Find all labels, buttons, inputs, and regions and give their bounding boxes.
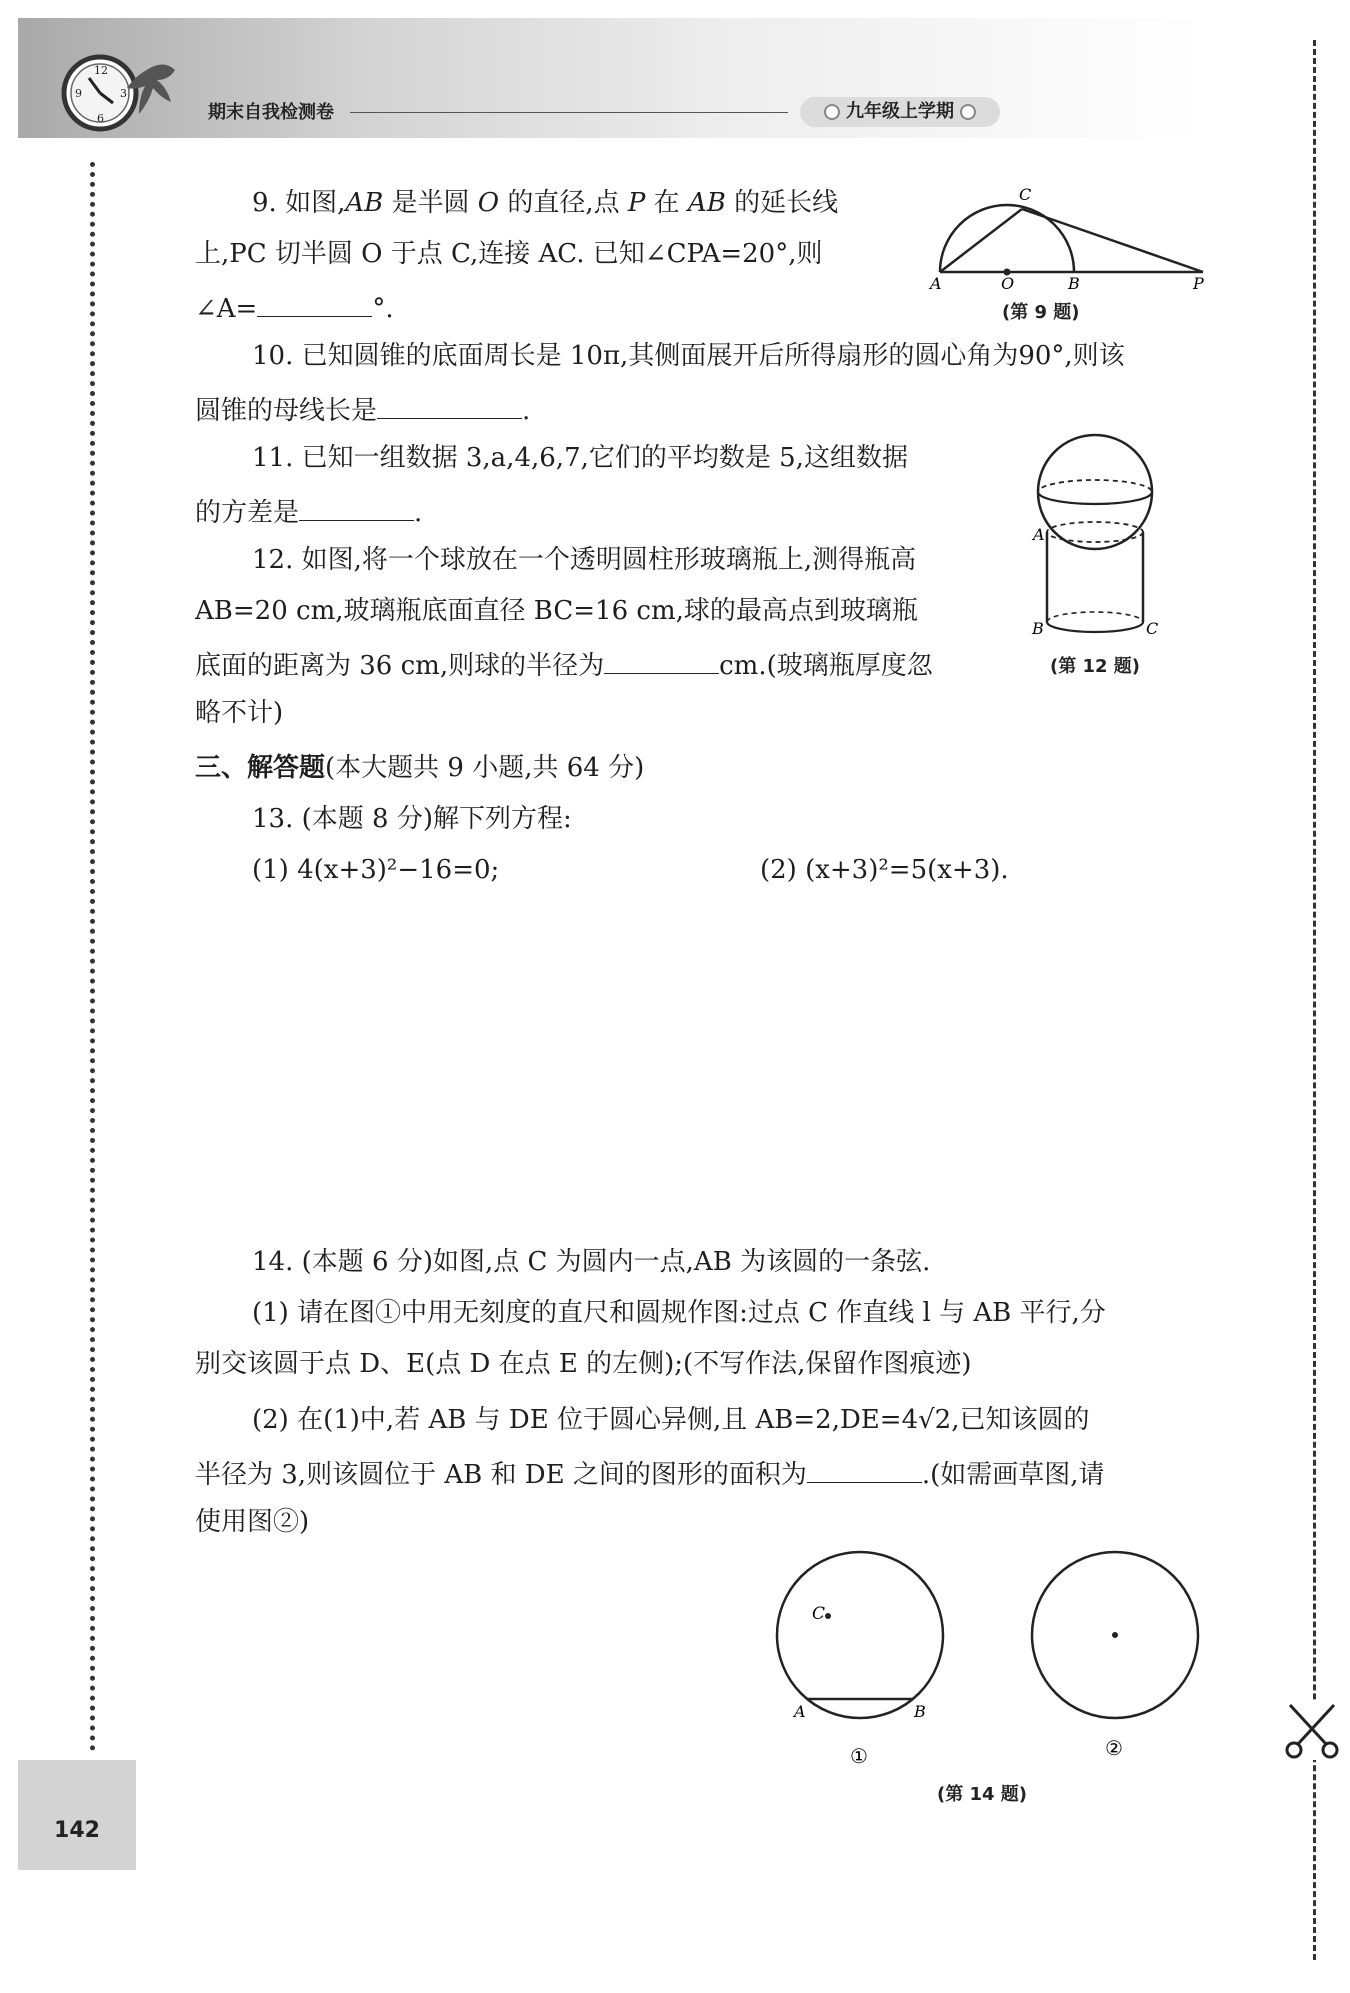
grade-label: 九年级上学期 xyxy=(846,101,954,122)
q14-part1-line1: (1) 请在图①中用无刻度的直尺和圆规作图:过点 C 作直线 l 与 AB 平行,分 xyxy=(252,1298,1106,1328)
q14-stem: 14. (本题 6 分)如图,点 C 为圆内一点,AB 为该圆的一条弦. xyxy=(252,1247,931,1277)
page-number: 142 xyxy=(54,1818,100,1843)
q14-part2-text-b: .(如需画草图,请 xyxy=(921,1460,1105,1490)
q14-label-c: C xyxy=(812,1604,826,1624)
q14-part1-line2: 别交该圆于点 D、E(点 D 在点 E 的左侧);(不写作法,保留作图痕迹) xyxy=(195,1349,972,1379)
q12-text: 底面的距离为 36 cm,则球的半径为 xyxy=(195,651,605,681)
section-3-note: (本大题共 9 小题,共 64 分) xyxy=(325,753,645,783)
q9-text-c: 是半圆 xyxy=(383,188,470,218)
q12-label-c: C xyxy=(1146,619,1159,638)
cut-line xyxy=(1313,40,1316,1960)
section-3-heading xyxy=(195,743,644,794)
q14-label-b: B xyxy=(914,1702,926,1721)
q9-text-i: 的延长线 xyxy=(725,188,839,218)
q12-line3 xyxy=(195,637,933,692)
grade-pill xyxy=(800,97,1000,127)
q14-part2-line3: 使用图②) xyxy=(195,1507,310,1537)
q14-part2-line1: (2) 在(1)中,若 AB 与 DE 位于圆心异侧,且 AB=2,DE=4√2,已知该圆的 xyxy=(252,1405,1090,1435)
q9-text-f: P xyxy=(627,188,646,218)
q9-line2: 上,PC 切半圆 O 于点 C,连接 AC. 已知∠CPA=20°,则 xyxy=(195,239,823,269)
q14-answer-blank[interactable] xyxy=(807,1446,922,1483)
q9-caption: (第 9 题) xyxy=(1002,302,1080,323)
q10-line1: 10. 已知圆锥的底面周长是 10π,其侧面展开后所得扇形的圆心角为90°,则该 xyxy=(252,341,1125,371)
q9-line1 xyxy=(252,178,838,229)
q12-text-b: cm.(玻璃瓶厚度忽 xyxy=(719,651,933,681)
q9-text-d: O xyxy=(477,188,500,218)
q13-stem: 13. (本题 8 分)解下列方程: xyxy=(252,804,572,834)
q11-period: . xyxy=(414,498,423,528)
q9-label-p: P xyxy=(1193,274,1204,292)
svg-text:3: 3 xyxy=(120,87,127,100)
q9-label-c: C xyxy=(1019,185,1032,204)
q12-answer-blank[interactable] xyxy=(604,637,719,674)
q9-label-o: O xyxy=(1001,274,1015,292)
q14-fig2-label: ② xyxy=(1105,1736,1123,1760)
binding-dots xyxy=(90,162,95,1752)
svg-text:12: 12 xyxy=(94,64,108,77)
svg-text:9: 9 xyxy=(75,87,82,100)
q10-line2 xyxy=(195,382,530,437)
q13-part1: (1) 4(x+3)²−16=0; xyxy=(252,855,500,885)
q11-text: 的方差是 xyxy=(195,498,300,528)
q10-answer-blank[interactable] xyxy=(377,382,522,419)
q9-label-b: B xyxy=(1068,274,1080,292)
page-number-box xyxy=(18,1760,136,1870)
header-rule xyxy=(350,112,788,113)
q14-caption: (第 14 题) xyxy=(937,1784,1028,1805)
header-title: 期末自我检测卷 xyxy=(208,102,334,123)
svg-text:6: 6 xyxy=(97,112,104,125)
q9-figure xyxy=(925,182,1215,292)
q11-answer-blank[interactable] xyxy=(299,484,414,521)
q10-text: 圆锥的母线长是 xyxy=(195,396,378,426)
pill-dot-right xyxy=(960,104,976,120)
q9-text-b: AB xyxy=(345,188,384,218)
clock-runner-logo-icon xyxy=(55,48,205,138)
q12-label-a: A xyxy=(1033,525,1045,544)
q9-text-g: 在 xyxy=(645,188,680,218)
pill-dot-left xyxy=(824,104,840,120)
q10-period: . xyxy=(522,396,531,426)
q9-angle-text: ∠A= xyxy=(195,294,258,324)
q14-label-a: A xyxy=(794,1702,806,1721)
q12-figure xyxy=(1025,430,1195,650)
q9-text-a: 9. 如图, xyxy=(252,188,346,218)
q13-part2: (2) (x+3)²=5(x+3). xyxy=(760,855,1009,885)
q14-figures xyxy=(770,1545,1210,1770)
q14-part2-line2 xyxy=(195,1446,1105,1501)
q14-part2-text: 半径为 3,则该圆位于 AB 和 DE 之间的图形的面积为 xyxy=(195,1460,807,1490)
q12-label-b: B xyxy=(1032,619,1044,638)
q11-line2 xyxy=(195,484,422,539)
q12-line1: 12. 如图,将一个球放在一个透明圆柱形玻璃瓶上,测得瓶高 xyxy=(252,545,917,575)
q9-line3 xyxy=(195,280,394,335)
q9-text-h: AB xyxy=(687,188,726,218)
q9-degree-text: °. xyxy=(372,294,394,324)
q12-line2: AB=20 cm,玻璃瓶底面直径 BC=16 cm,球的最高点到玻璃瓶 xyxy=(195,596,918,626)
q9-text-e: 的直径,点 xyxy=(499,188,620,218)
q11-line1: 11. 已知一组数据 3,a,4,6,7,它们的平均数是 5,这组数据 xyxy=(252,443,908,473)
q9-label-a: A xyxy=(930,274,942,292)
section-3-title: 三、解答题 xyxy=(195,753,326,783)
q14-fig1-label: ① xyxy=(850,1744,868,1768)
q12-caption: (第 12 题) xyxy=(1050,656,1141,677)
q12-line4: 略不计) xyxy=(195,698,284,728)
q9-answer-blank[interactable] xyxy=(257,280,372,317)
scissors-icon xyxy=(1282,1700,1342,1760)
